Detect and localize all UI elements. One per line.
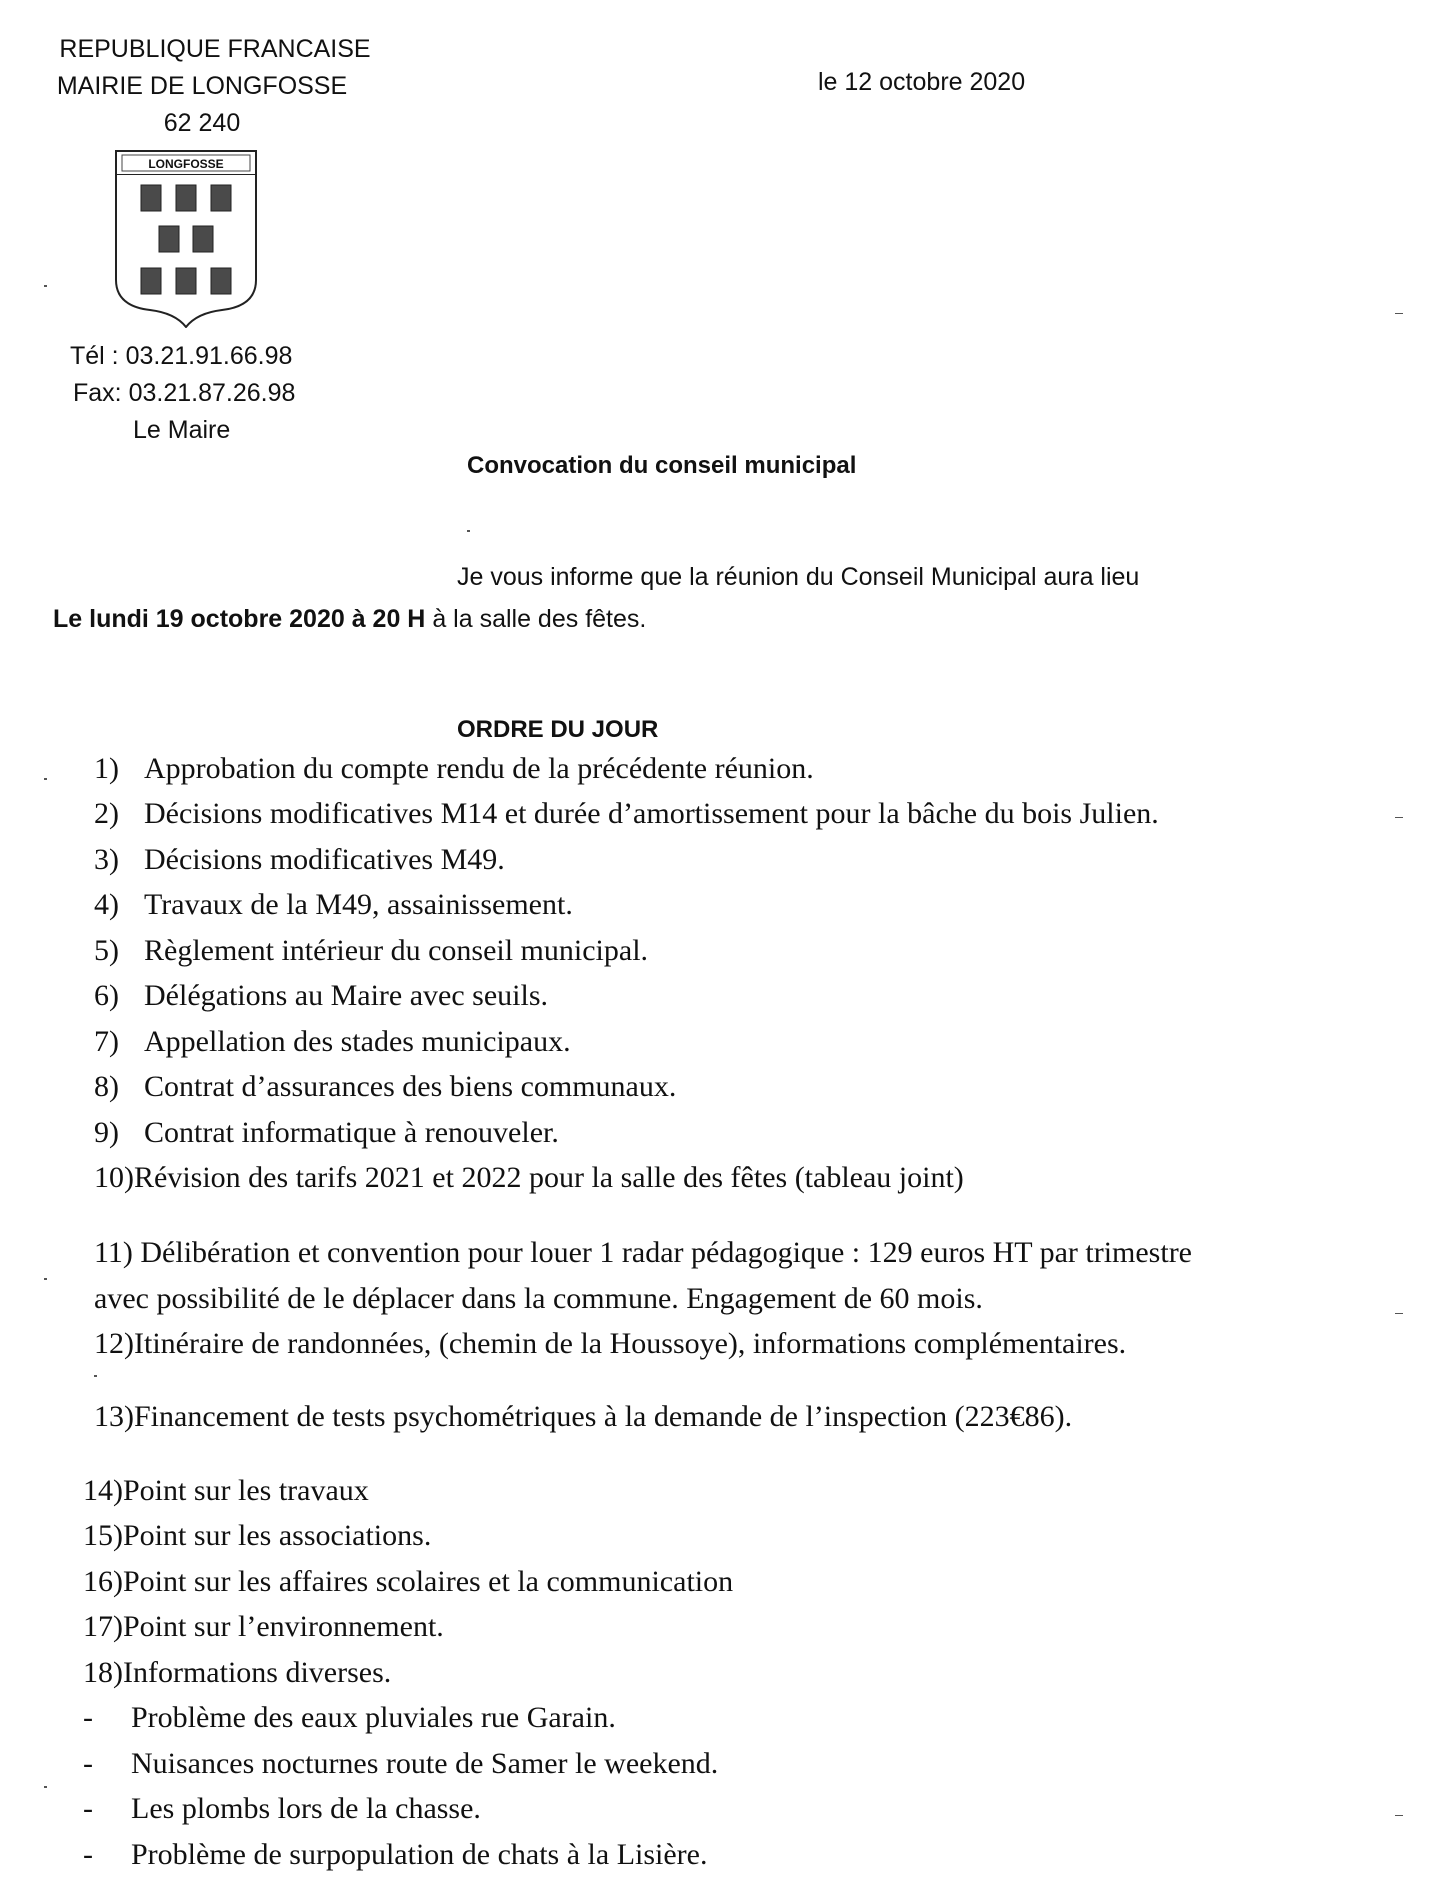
meeting-details	[53, 605, 646, 634]
scan-speck	[1395, 313, 1403, 314]
list-item	[83, 1792, 481, 1826]
agenda-item	[94, 934, 648, 968]
agenda-item-text: Délibération et convention pour louer 1 radar pédagogique : 129 euros HT par trimestre	[140, 1236, 1193, 1269]
bullet-dash: -	[83, 1701, 93, 1734]
agenda-item-number: 15)	[83, 1519, 123, 1552]
scan-speck	[44, 285, 47, 287]
republic-line: REPUBLIQUE FRANCAISE	[59, 35, 371, 63]
agenda-item-text: Règlement intérieur du conseil municipal.	[144, 934, 649, 967]
list-item-text: Problème de surpopulation de chats à la Lisière.	[131, 1838, 708, 1871]
agenda-item-number: 4)	[94, 888, 119, 921]
agenda-item	[94, 1116, 559, 1150]
agenda-item	[83, 1565, 733, 1599]
agenda-item-number: 8)	[94, 1070, 119, 1103]
scan-speck	[44, 1786, 47, 1788]
agenda-item-number: 12)	[94, 1327, 134, 1360]
scan-speck	[94, 1375, 97, 1377]
agenda-item	[94, 979, 548, 1013]
agenda-item-number: 13)	[94, 1400, 134, 1433]
scan-speck	[1395, 817, 1403, 818]
bullet-dash: -	[83, 1747, 93, 1780]
scan-speck	[44, 1278, 47, 1280]
list-item	[83, 1701, 616, 1735]
agenda-item-number: 14)	[83, 1474, 123, 1507]
agenda-item	[94, 843, 505, 877]
agenda-item-text: Contrat informatique à renouveler.	[144, 1116, 559, 1149]
agenda-item-text: Point sur les affaires scolaires et la communication	[123, 1565, 734, 1598]
agenda-item	[94, 1025, 571, 1059]
scan-speck	[44, 778, 47, 780]
mairie-line: MAIRIE DE LONGFOSSE	[56, 72, 348, 100]
agenda-item-number: 1)	[94, 752, 119, 785]
list-item-text: Problème des eaux pluviales rue Garain.	[131, 1701, 616, 1734]
meeting-date-time: Le lundi 19 octobre 2020 à 20 H	[53, 605, 426, 633]
agenda-item-number: 18)	[83, 1656, 123, 1689]
agenda-heading: ORDRE DU JOUR	[457, 716, 659, 743]
agenda-item-text: Décisions modificatives M14 et durée d’amortissement pour la bâche du bois Julien.	[144, 797, 1159, 830]
list-item-text: Nuisances nocturnes route de Samer le weekend.	[131, 1747, 719, 1780]
agenda-item-number: 11)	[94, 1236, 133, 1269]
agenda-item-text: Approbation du compte rendu de la précédente réunion.	[144, 752, 814, 785]
bullet-dash: -	[83, 1792, 93, 1825]
agenda-item-continuation: avec possibilité de le déplacer dans la commune. Engagement de 60 mois.	[94, 1282, 983, 1315]
agenda-item-text: Financement de tests psychométriques à la demande de l’inspection (223€86).	[134, 1400, 1073, 1433]
agenda-item-number: 10)	[94, 1161, 134, 1194]
agenda-item	[94, 1161, 964, 1195]
agenda-item	[83, 1656, 391, 1690]
agenda-item-number: 3)	[94, 843, 119, 876]
agenda-item-text: Point sur les travaux	[123, 1474, 369, 1507]
agenda-item-number: 17)	[83, 1610, 123, 1643]
letter-date: le 12 octobre 2020	[818, 68, 1026, 96]
meeting-location: à la salle des fêtes.	[425, 605, 647, 633]
scan-speck	[467, 530, 470, 532]
agenda-item-number: 2)	[94, 797, 119, 830]
agenda-item	[94, 1327, 1126, 1361]
scan-speck	[1395, 1815, 1403, 1816]
agenda-item-number: 7)	[94, 1025, 119, 1058]
agenda-item-number: 16)	[83, 1565, 123, 1598]
signatory-line: Le Maire	[133, 416, 231, 444]
crest-label: LONGFOSSE	[148, 157, 224, 171]
intro-line: Je vous informe que la réunion du Conseil Municipal aura lieu	[457, 563, 1140, 591]
agenda-item-text: Itinéraire de randonnées, (chemin de la Houssoye), informations complémentaires.	[134, 1327, 1127, 1360]
crest-logo	[115, 150, 257, 333]
fax-line: Fax: 03.21.87.26.98	[73, 379, 296, 407]
agenda-item-text: Informations diverses.	[123, 1656, 392, 1689]
agenda-item-number: 9)	[94, 1116, 119, 1149]
agenda-item-text: Décisions modificatives M49.	[144, 843, 505, 876]
agenda-item	[94, 1236, 1192, 1270]
agenda-item-text: Point sur les associations.	[123, 1519, 432, 1552]
agenda-item-number: 6)	[94, 979, 119, 1012]
list-item	[83, 1747, 718, 1781]
list-item	[83, 1838, 708, 1872]
list-item-text: Les plombs lors de la chasse.	[131, 1792, 481, 1825]
agenda-item-text: Contrat d’assurances des biens communaux.	[144, 1070, 677, 1103]
page-title: Convocation du conseil municipal	[467, 452, 857, 479]
agenda-item	[94, 752, 814, 786]
agenda-item-text: Délégations au Maire avec seuils.	[144, 979, 549, 1012]
bullet-dash: -	[83, 1838, 93, 1871]
postcode-line: 62 240	[163, 109, 241, 137]
agenda-item-text: Travaux de la M49, assainissement.	[144, 888, 573, 921]
agenda-item-text: Point sur l’environnement.	[123, 1610, 444, 1643]
agenda-item	[94, 888, 573, 922]
agenda-item	[83, 1519, 431, 1553]
agenda-item	[94, 1400, 1072, 1434]
agenda-item	[83, 1610, 444, 1644]
agenda-item	[83, 1474, 369, 1508]
agenda-item-text: Révision des tarifs 2021 et 2022 pour la salle des fêtes (tableau joint)	[134, 1161, 964, 1194]
agenda-item	[94, 797, 1159, 831]
agenda-item	[94, 1070, 676, 1104]
scan-speck	[1395, 1313, 1403, 1314]
tel-line: Tél : 03.21.91.66.98	[70, 342, 293, 370]
agenda-item-text: Appellation des stades municipaux.	[144, 1025, 571, 1058]
agenda-item-number: 5)	[94, 934, 119, 967]
